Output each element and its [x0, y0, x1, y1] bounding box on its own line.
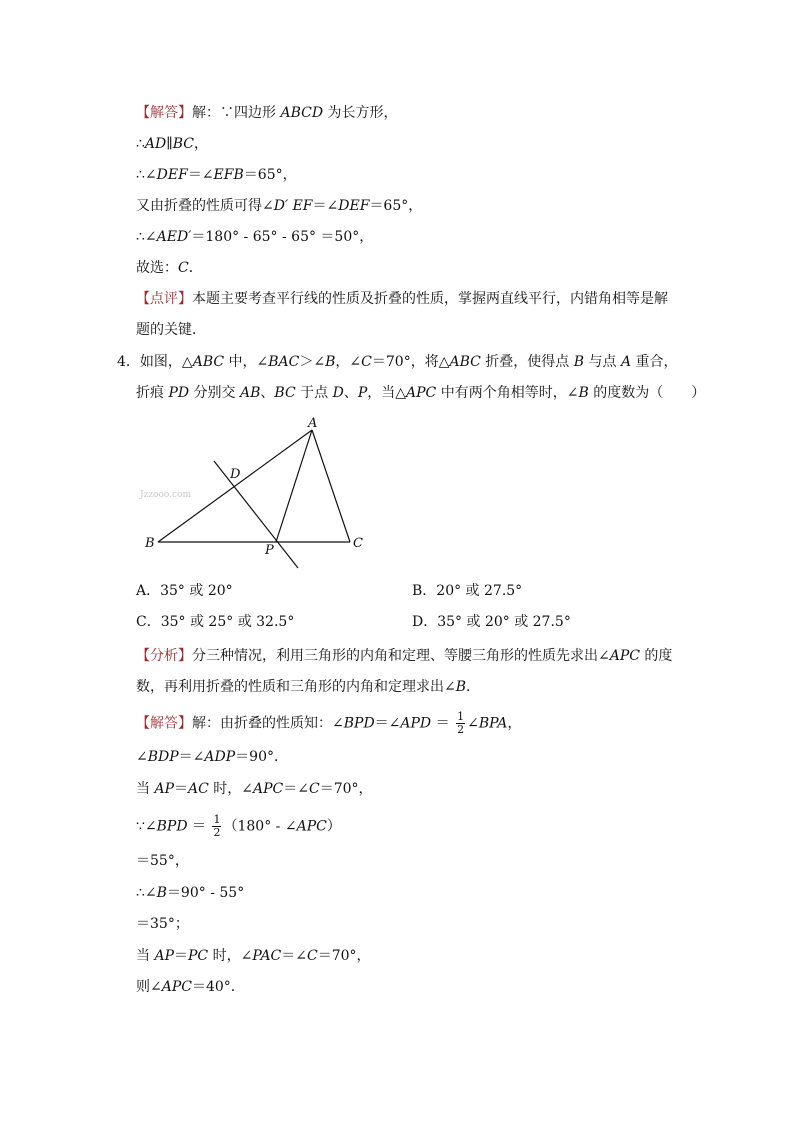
sol3-line-3: ∴∠DEF＝∠EFB＝65°，: [136, 167, 297, 183]
sol3-line-2: ∴AD∥BC，: [136, 136, 208, 152]
comment-line-2: 题的关键．: [136, 322, 206, 338]
q4-stem-line-1: 4．如图，△ABC 中，∠BAC＞∠B，∠C＝70°，将△ABC 折叠，使得点 B 与点 A 重合，: [117, 354, 678, 370]
fraction-half-2: $\frac{1}{2}$: [213, 813, 221, 839]
analysis-line-1: 【分析】分三种情况，利用三角形的内角和定理、等腰三角形的性质先求出∠APC 的度: [136, 648, 673, 664]
side-ba: [158, 430, 312, 542]
watermark: Jzzooo.com: [140, 490, 192, 500]
sol3-line-4: 又由折叠的性质可得∠D′ EF＝∠DEF＝65°，: [136, 198, 423, 214]
sol4-line-7: ＝35°；: [136, 916, 189, 932]
triangle-figure: [130, 410, 390, 575]
label-b: B: [145, 536, 155, 551]
question-number: 4．: [117, 354, 140, 370]
sol3-line-6: 故选：C．: [136, 260, 203, 276]
sol3-line-5: ∴∠AED′＝180° - 65° - 65° ＝50°，: [136, 229, 374, 245]
label-d: D: [230, 467, 241, 482]
sol4-line-2: ∠BDP＝∠ADP＝90°．: [136, 749, 288, 765]
sol4-line-1: 【解答】解：由折叠的性质知：∠BPD＝∠APD ＝ $\frac{1}{2}$ ∠BPA，: [136, 710, 522, 736]
comment-line-1: 【点评】本题主要考查平行线的性质及折叠的性质，掌握两直线平行，内错角相等是解: [136, 291, 668, 307]
sol4-line-3: 当 AP＝AC 时，∠APC＝∠C＝70°，: [136, 781, 373, 797]
sol4-line-6: ∴∠B＝90° - 55°: [136, 885, 245, 901]
side-ac: [312, 430, 350, 542]
label-a: A: [308, 416, 318, 431]
answer-tag: 【解答】: [136, 105, 192, 121]
answer-tag-q4: 【解答】: [136, 715, 192, 732]
q4-stem-line-2: 折痕 PD 分别交 AB、BC 于点 D、P，当△APC 中有两个角相等时，∠B 的度数为（ ）: [136, 385, 706, 401]
label-p: P: [265, 543, 274, 558]
analysis-tag: 【分析】: [136, 648, 192, 664]
fraction-half: $\frac{1}{2}$: [457, 710, 465, 736]
comment-tag: 【点评】: [136, 291, 192, 307]
sol4-line-5: ＝55°，: [136, 853, 189, 869]
segment-ap: [276, 430, 312, 542]
sol3-line-1: 【解答】解：∵四边形 ABCD 为长方形，: [136, 105, 398, 121]
sol4-line-9: 则∠APC＝40°．: [136, 979, 245, 995]
option-b[interactable]: B．20° 或 27.5°: [412, 583, 523, 599]
option-a[interactable]: A．35° 或 20°: [136, 583, 233, 599]
sol4-line-8: 当 AP＝PC 时，∠PAC＝∠C＝70°，: [136, 948, 371, 964]
sol4-line-4: ∵∠BPD ＝ $\frac{1}{2}$ （180° - ∠APC）: [136, 813, 341, 839]
option-c[interactable]: C．35° 或 25° 或 32.5°: [136, 614, 295, 630]
label-c: C: [353, 536, 363, 551]
option-d[interactable]: D．35° 或 20° 或 27.5°: [412, 614, 571, 630]
analysis-line-2: 数，再利用折叠的性质和三角形的内角和定理求出∠B．: [136, 679, 481, 695]
